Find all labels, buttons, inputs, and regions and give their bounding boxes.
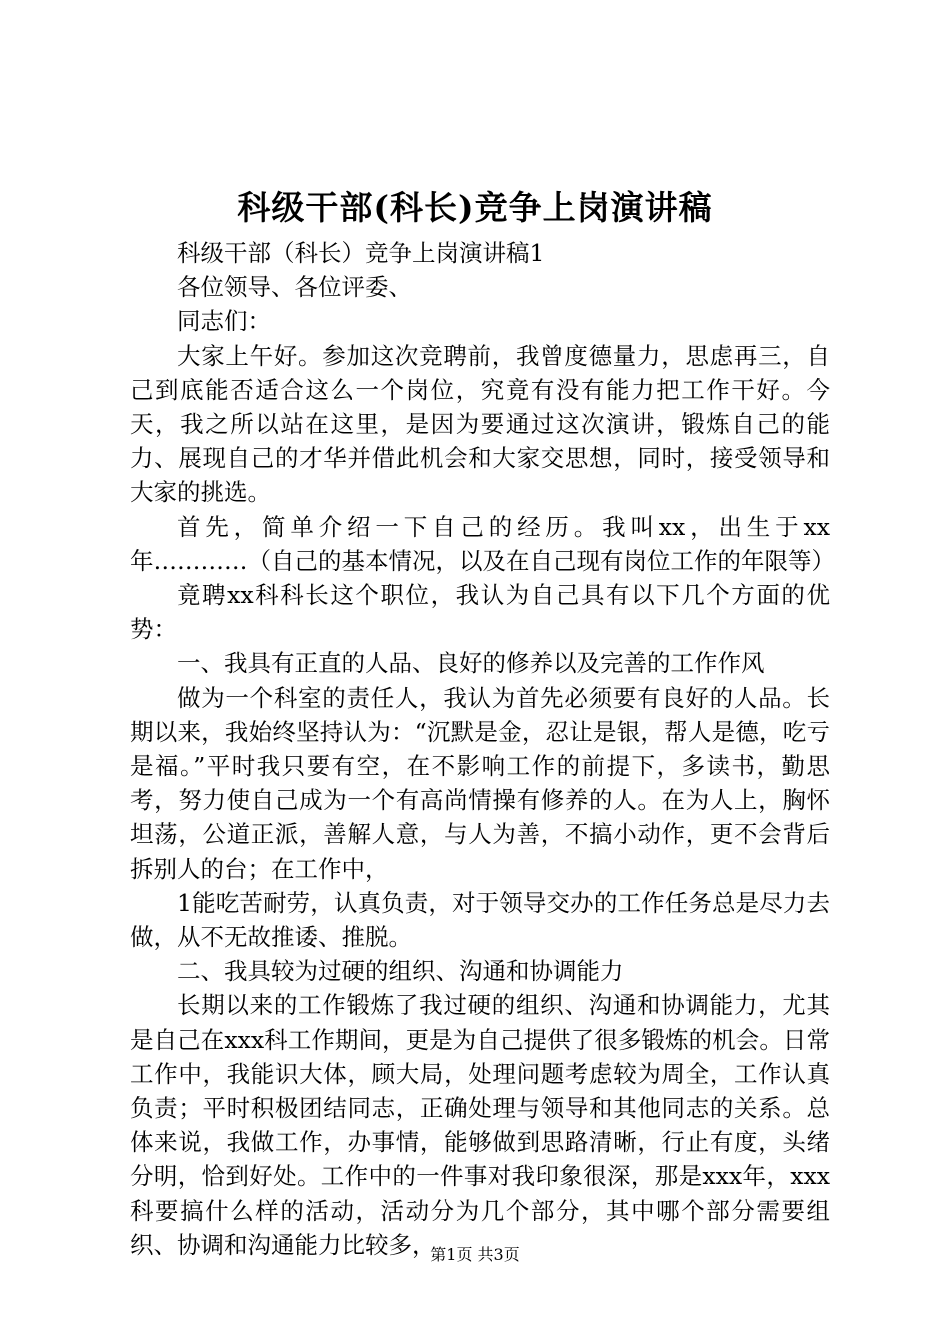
document-title: 科级干部(科长)竞争上岗演讲稿	[237, 188, 713, 227]
paragraph: 二、我具较为过硬的组织、沟通和协调能力	[177, 957, 624, 986]
paragraph: 做为一个科室的责任人，我认为首先必须要有良好的人品。长期以来，我始终坚持认为：“沉默是金，忍让是银，帮人是德，吃亏是福。”平时我只要有空，在不影响工作的前提下，多读书，勤思考，努力使自己成为一个有高尚情操有修养的人。在为人上，胸怀坦荡，公道正派，善解人意，与人为善，不搞小动作，更不会背后拆别人的台；在工作中，	[130, 683, 830, 883]
paragraph: 一、我具有正直的人品、良好的修养以及完善的工作作风	[177, 649, 765, 678]
paragraph: 科级干部（科长）竞争上岗演讲稿1	[177, 239, 545, 267]
paragraph: 各位领导、各位评委、	[177, 273, 412, 302]
paragraph: 1能吃苦耐劳，认真负责，对于领导交办的工作任务总是尽力去做，从不无故推诿、推脱。	[130, 888, 830, 952]
page-footer: 第1页 共3页	[430, 1245, 520, 1264]
paragraph: 长期以来的工作锻炼了我过硬的组织、沟通和协调能力，尤其是自己在xxx科工作期间，更是为自己提供了很多锻炼的机会。日常工作中，我能识大体，顾大局，处理问题考虑较为周全，工作认真负责；平时积极团结同志，正确处理与领导和其他同志的关系。总体来说，我做工作，办事情，能够做到思路清晰，行止有度，头绪分明，恰到好处。工作中的一件事对我印象很深，那是xxx年，xxx科要搞什么样的活动，活动分为几个部分，其中哪个部分需要组织、协调和沟通能力比较多，	[130, 991, 830, 1259]
paragraph: 首先，简单介绍一下自己的经历。我叫xx，出生于xx年…………（自己的基本情况，以及在自己现有岗位工作的年限等）	[130, 512, 835, 575]
paragraph: 竟聘xx科科长这个职位，我认为自己具有以下几个方面的优势：	[130, 581, 830, 644]
paragraph: 大家上午好。参加这次竞聘前，我曾度德量力，思虑再三，自己到底能否适合这么一个岗位，究竟有没有能力把工作干好。今天，我之所以站在这里，是因为要通过这次演讲，锻炼自己的能力、展现自己的才华并借此机会和大家交思想，同时，接受领导和大家的挑选。	[130, 341, 830, 507]
document-body	[130, 236, 835, 1262]
paragraph: 同志们：	[177, 307, 271, 336]
